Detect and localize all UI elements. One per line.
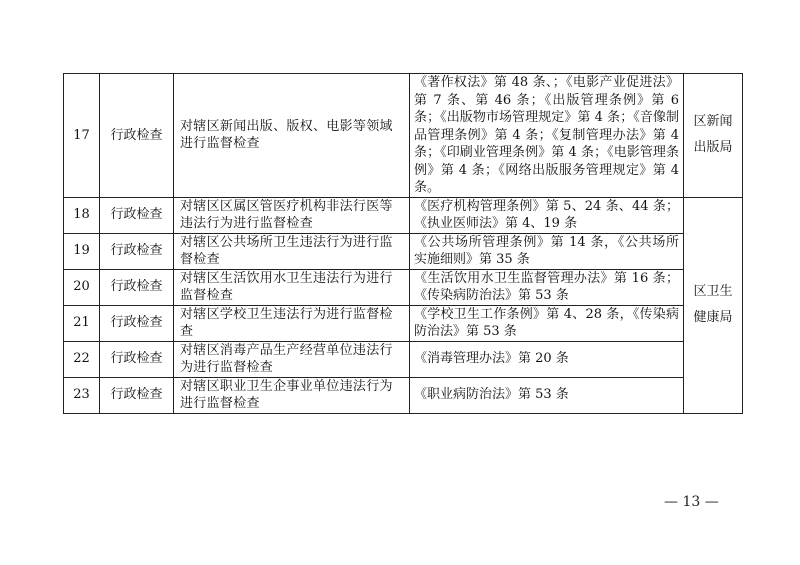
page-number: — 13 — bbox=[664, 494, 719, 510]
legal-basis: 《学校卫生工作条例》第 4、28 条，《传染病防治法》第 53 条 bbox=[410, 305, 684, 341]
legal-basis: 《著作权法》第 48 条、；《电影产业促进法》第 7 条、第 46 条；《出版管理条例》第 6 条；《出版物市场管理规定》第 4 条；《音像制品管理条例》第 4 条；《复制管理办法》第 4 条；《印刷业管理条例》第 4 条；《电影管理条例》第 4 条；《网络出版服务管理规定》第 4 条。 bbox=[410, 74, 684, 198]
table-row bbox=[64, 377, 743, 413]
table-row bbox=[64, 197, 743, 233]
row-number: 17 bbox=[64, 74, 100, 198]
table-row bbox=[64, 341, 743, 377]
row-number: 19 bbox=[64, 233, 100, 269]
action-type: 行政检查 bbox=[100, 74, 174, 198]
inspection-item: 对辖区新闻出版、版权、电影等领域进行监督检查 bbox=[174, 74, 410, 198]
row-number: 18 bbox=[64, 197, 100, 233]
legal-basis: 《职业病防治法》第 53 条 bbox=[410, 377, 684, 413]
inspection-item: 对辖区职业卫生企事业单位违法行为进行监督检查 bbox=[174, 377, 410, 413]
action-type: 行政检查 bbox=[100, 341, 174, 377]
inspection-item: 对辖区生活饮用水卫生违法行为进行监督检查 bbox=[174, 269, 410, 305]
row-number: 21 bbox=[64, 305, 100, 341]
department-health: 区卫生健康局 bbox=[684, 197, 743, 413]
action-type: 行政检查 bbox=[100, 233, 174, 269]
inspection-item: 对辖区消毒产品生产经营单位违法行为进行监督检查 bbox=[174, 341, 410, 377]
row-number: 22 bbox=[64, 341, 100, 377]
action-type: 行政检查 bbox=[100, 197, 174, 233]
legal-basis: 《消毒管理办法》第 20 条 bbox=[410, 341, 684, 377]
action-type: 行政检查 bbox=[100, 377, 174, 413]
inspection-item: 对辖区区属区管医疗机构非法行医等违法行为进行监督检查 bbox=[174, 197, 410, 233]
table-row bbox=[64, 305, 743, 341]
legal-basis: 《医疗机构管理条例》第 5、24 条、44 条；《执业医师法》第 4、19 条 bbox=[410, 197, 684, 233]
table-row bbox=[64, 233, 743, 269]
legal-basis: 《公共场所管理条例》第 14 条，《公共场所实施细则》第 35 条 bbox=[410, 233, 684, 269]
row-number: 20 bbox=[64, 269, 100, 305]
action-type: 行政检查 bbox=[100, 305, 174, 341]
department-press: 区新闻出版局 bbox=[684, 74, 743, 198]
table-row bbox=[64, 269, 743, 305]
action-type: 行政检查 bbox=[100, 269, 174, 305]
row-number: 23 bbox=[64, 377, 100, 413]
legal-basis: 《生活饮用水卫生监督管理办法》第 16 条；《传染病防治法》第 53 条 bbox=[410, 269, 684, 305]
inspection-table bbox=[63, 73, 743, 414]
table-row bbox=[64, 74, 743, 198]
inspection-item: 对辖区学校卫生违法行为进行监督检查 bbox=[174, 305, 410, 341]
inspection-item: 对辖区公共场所卫生违法行为进行监督检查 bbox=[174, 233, 410, 269]
